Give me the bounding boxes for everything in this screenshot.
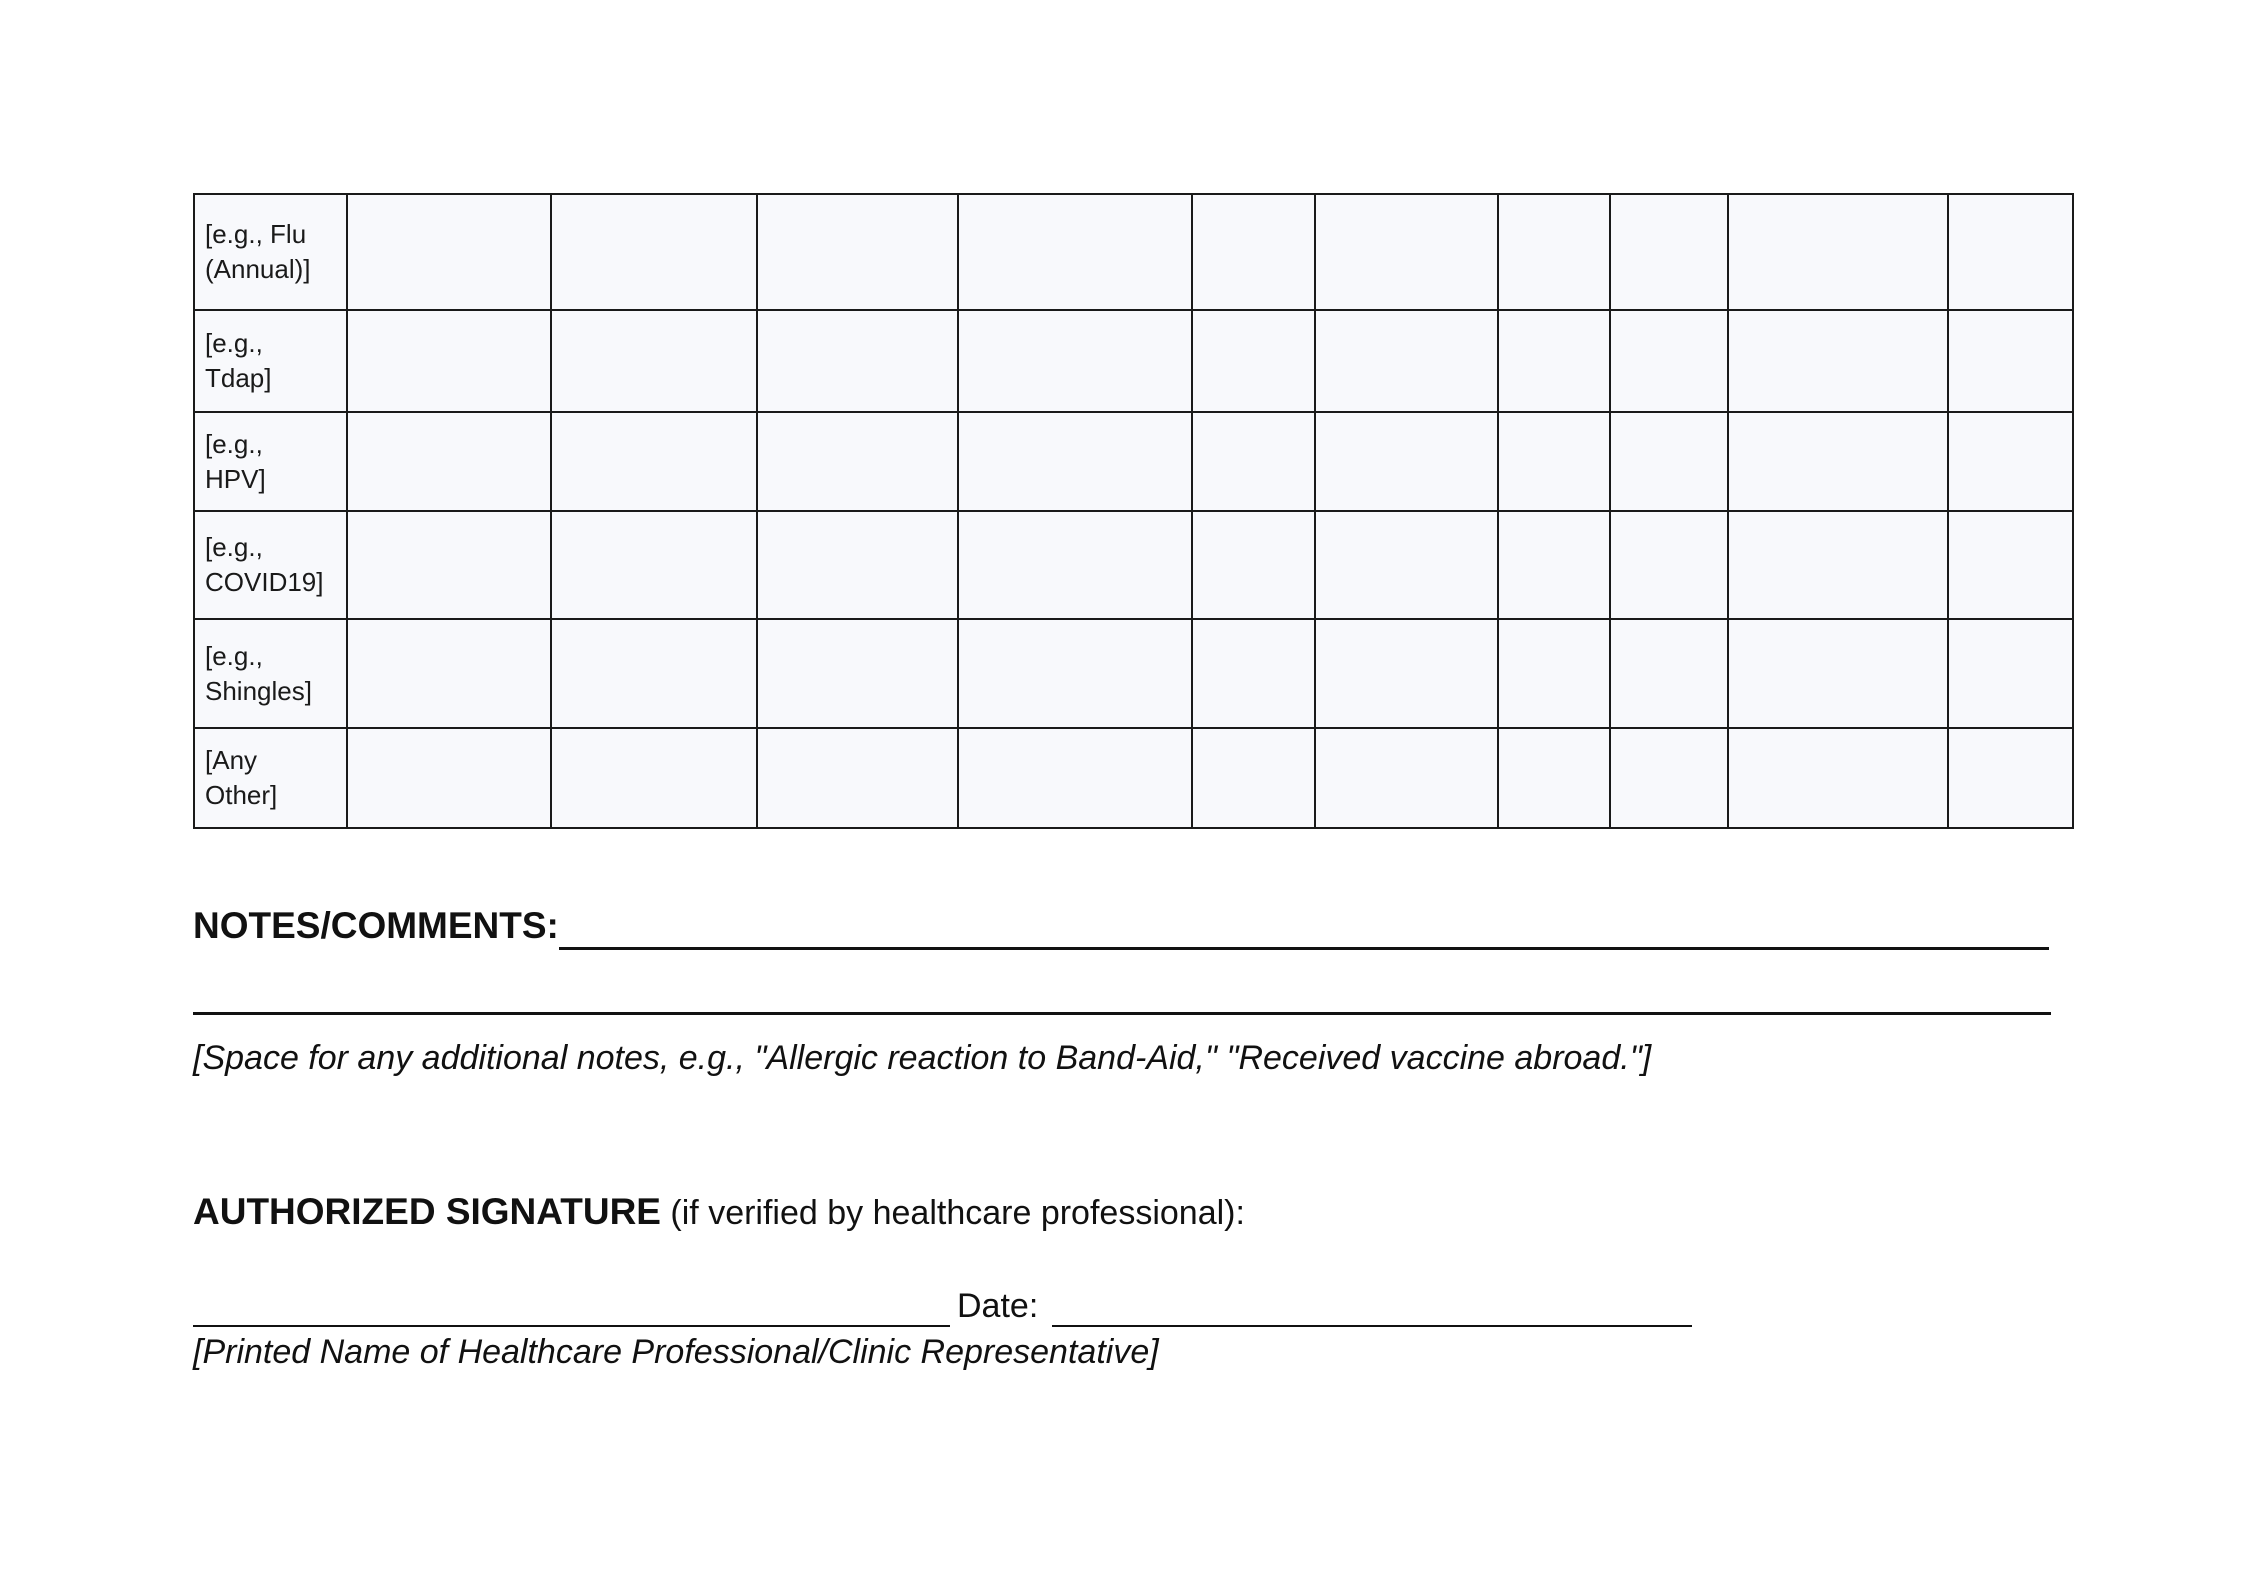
notes-line-1 xyxy=(193,900,2049,950)
table-row xyxy=(194,194,2073,310)
table-cell[interactable] xyxy=(958,619,1192,728)
date-label: Date: xyxy=(957,1287,1039,1325)
table-row xyxy=(194,728,2073,828)
table-cell[interactable] xyxy=(1315,619,1498,728)
table-cell[interactable] xyxy=(1315,511,1498,619)
table-cell[interactable] xyxy=(1728,619,1948,728)
notes-hint: [Space for any additional notes, e.g., "Allergic reaction to Band-Aid," "Received vaccine abroad."] xyxy=(193,1039,1652,1077)
table-cell[interactable] xyxy=(958,310,1192,412)
vaccine-name-cell: [e.g., HPV] xyxy=(194,412,347,511)
table-cell[interactable] xyxy=(1728,310,1948,412)
vaccine-name-cell: [e.g., Shingles] xyxy=(194,619,347,728)
table-cell[interactable] xyxy=(551,619,757,728)
table-cell[interactable] xyxy=(551,194,757,310)
notes-blank-line[interactable] xyxy=(559,902,2049,950)
vaccine-name-cell: [e.g., COVID19] xyxy=(194,511,347,619)
table-cell[interactable] xyxy=(1498,194,1610,310)
table-cell[interactable] xyxy=(347,619,551,728)
printed-name-hint: [Printed Name of Healthcare Professional/Clinic Representative] xyxy=(193,1333,1159,1371)
vaccine-record-table xyxy=(193,193,2074,829)
table-cell[interactable] xyxy=(1728,412,1948,511)
table-cell[interactable] xyxy=(958,728,1192,828)
signature-heading-note: (if verified by healthcare professional): xyxy=(660,1194,1245,1232)
table-cell[interactable] xyxy=(1192,728,1315,828)
signature-line[interactable] xyxy=(193,1325,950,1327)
table-cell[interactable] xyxy=(1498,310,1610,412)
table-row xyxy=(194,619,2073,728)
table-cell[interactable] xyxy=(1610,412,1728,511)
table-cell[interactable] xyxy=(958,412,1192,511)
table-cell[interactable] xyxy=(757,619,958,728)
signature-heading xyxy=(193,1189,1245,1236)
vaccine-name-cell: [Any Other] xyxy=(194,728,347,828)
table-cell[interactable] xyxy=(757,412,958,511)
table-row xyxy=(194,310,2073,412)
table-cell[interactable] xyxy=(757,511,958,619)
notes-blank-line-2[interactable] xyxy=(193,1012,2051,1015)
table-cell[interactable] xyxy=(1610,619,1728,728)
table-cell[interactable] xyxy=(1192,310,1315,412)
table-cell[interactable] xyxy=(1948,194,2073,310)
table-cell[interactable] xyxy=(1948,310,2073,412)
table-cell[interactable] xyxy=(551,728,757,828)
vaccine-name-cell: [e.g., Flu (Annual)] xyxy=(194,194,347,310)
table-cell[interactable] xyxy=(1192,619,1315,728)
table-cell[interactable] xyxy=(1498,511,1610,619)
table-cell[interactable] xyxy=(1728,194,1948,310)
table-cell[interactable] xyxy=(551,511,757,619)
table-cell[interactable] xyxy=(347,310,551,412)
table-cell[interactable] xyxy=(1610,310,1728,412)
signature-heading-bold: AUTHORIZED SIGNATURE xyxy=(193,1191,661,1232)
table-cell[interactable] xyxy=(1192,412,1315,511)
notes-label: NOTES/COMMENTS: xyxy=(193,905,559,946)
table-cell[interactable] xyxy=(1315,310,1498,412)
table-cell[interactable] xyxy=(551,310,757,412)
date-line[interactable] xyxy=(1052,1325,1692,1327)
table-cell[interactable] xyxy=(958,194,1192,310)
table-cell[interactable] xyxy=(958,511,1192,619)
table-cell[interactable] xyxy=(347,728,551,828)
table-cell[interactable] xyxy=(1315,412,1498,511)
table-cell[interactable] xyxy=(1192,511,1315,619)
table-cell[interactable] xyxy=(1192,194,1315,310)
table-cell[interactable] xyxy=(1728,511,1948,619)
vaccine-name-cell: [e.g., Tdap] xyxy=(194,310,347,412)
table-row xyxy=(194,412,2073,511)
table-cell[interactable] xyxy=(1610,194,1728,310)
table-cell[interactable] xyxy=(1610,728,1728,828)
table-cell[interactable] xyxy=(1315,194,1498,310)
table-cell[interactable] xyxy=(1315,728,1498,828)
table-cell[interactable] xyxy=(1498,728,1610,828)
table-cell[interactable] xyxy=(757,728,958,828)
table-cell[interactable] xyxy=(1948,728,2073,828)
table-cell[interactable] xyxy=(1728,728,1948,828)
table-cell[interactable] xyxy=(1948,412,2073,511)
table-row xyxy=(194,511,2073,619)
table-cell[interactable] xyxy=(551,412,757,511)
table-cell[interactable] xyxy=(757,194,958,310)
table-cell[interactable] xyxy=(1948,619,2073,728)
table-cell[interactable] xyxy=(1498,412,1610,511)
table-cell[interactable] xyxy=(347,412,551,511)
table-cell[interactable] xyxy=(1498,619,1610,728)
table-cell[interactable] xyxy=(347,194,551,310)
table-cell[interactable] xyxy=(1610,511,1728,619)
table-cell[interactable] xyxy=(347,511,551,619)
table-cell[interactable] xyxy=(757,310,958,412)
table-cell[interactable] xyxy=(1948,511,2073,619)
